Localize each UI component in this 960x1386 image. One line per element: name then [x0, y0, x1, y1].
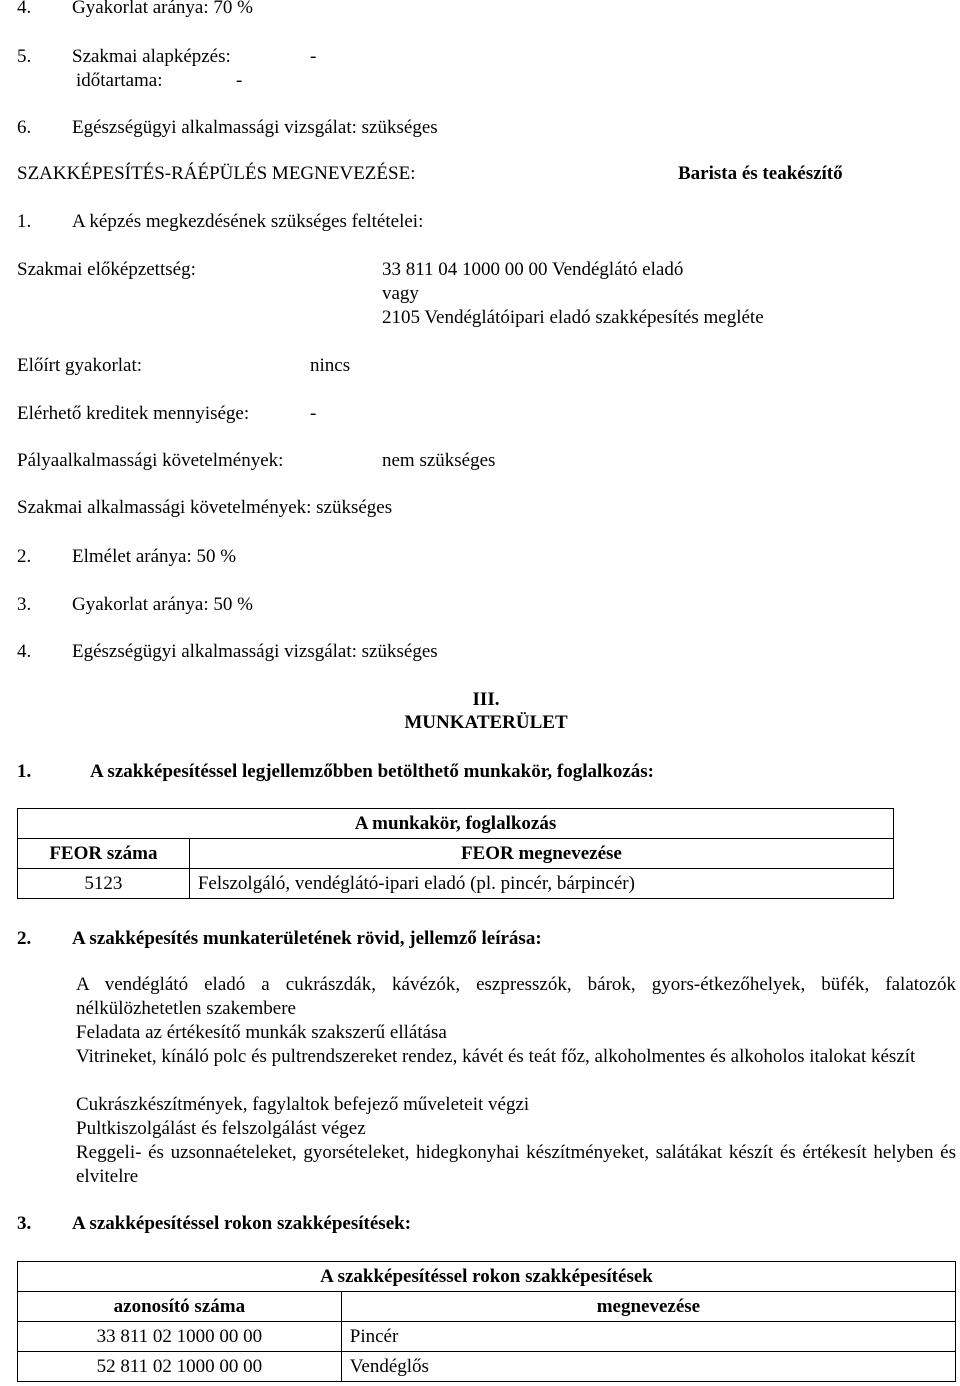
table-row: [18, 1322, 956, 1352]
prior-value: vagy: [382, 283, 419, 304]
description-heading: A szakképesítés munkaterületének rövid, jellemző leírása:: [72, 928, 542, 949]
related-table: [17, 1261, 956, 1382]
prior-value: 2105 Vendéglátóipari eladó szakképesítés megléte: [382, 307, 764, 328]
professional-requirements: Szakmai alkalmassági követelmények: szükséges: [17, 497, 393, 518]
list-number: 2.: [17, 928, 32, 949]
table-caption: A szakképesítéssel rokon szakképesítések: [18, 1262, 956, 1292]
description-paragraph: Feladata az értékesítő munkák szakszerű ellátása: [76, 1022, 447, 1043]
list-number: 1.: [17, 761, 32, 782]
list-text: Egészségügyi alkalmassági vizsgálat: szükséges: [72, 117, 438, 138]
feor-code: 5123: [18, 869, 190, 899]
qualification-id: 52 811 02 1000 00 00: [18, 1352, 342, 1382]
list-value: -: [236, 70, 243, 91]
table-header-row: [18, 1292, 956, 1322]
list-number: 4.: [17, 0, 32, 18]
column-header: azonosító száma: [18, 1292, 342, 1322]
list-text: Elmélet aránya: 50 %: [72, 546, 237, 567]
credits-value: -: [310, 403, 317, 424]
table-caption: A munkakör, foglalkozás: [18, 809, 894, 839]
section-title-value: Barista és teakészítő: [678, 163, 843, 184]
list-text: Gyakorlat aránya: 50 %: [72, 594, 253, 615]
section-title-label: SZAKKÉPESÍTÉS-RÁÉPÜLÉS MEGNEVEZÉSE:: [17, 163, 416, 184]
qualification-name: Vendéglős: [341, 1352, 955, 1382]
description-paragraph: Pultkiszolgálást és felszolgálást végez: [76, 1118, 366, 1139]
list-number: 4.: [17, 641, 32, 662]
table-row: [18, 1352, 956, 1382]
practice-label: Előírt gyakorlat:: [17, 355, 143, 376]
list-number: 3.: [17, 1213, 32, 1234]
qualification-id: 33 811 02 1000 00 00: [18, 1322, 342, 1352]
list-number: 1.: [17, 211, 32, 232]
list-text: Gyakorlat aránya: 70 %: [72, 0, 253, 18]
table-row: [18, 869, 894, 899]
list-number: 3.: [17, 594, 32, 615]
description-paragraph: Reggeli- és uzsonnaételeket, gyorsételeket, hidegkonyhai készítményeket, salátákat készít és értékesít helyben és elvitelre: [76, 1142, 956, 1187]
table-header-row: [18, 839, 894, 869]
chapter-number: III.: [472, 689, 500, 710]
credits-label: Elérhető kreditek mennyisége:: [17, 403, 250, 424]
prior-label: Szakmai előképzettség:: [17, 259, 196, 280]
prior-value: 33 811 04 1000 00 00 Vendéglátó eladó: [382, 259, 684, 280]
chapter-title: MUNKATERÜLET: [404, 712, 568, 733]
career-label: Pályaalkalmassági követelmények:: [17, 450, 284, 471]
qualification-name: Pincér: [341, 1322, 955, 1352]
list-text: Szakmai alapképzés:: [72, 46, 231, 67]
description-paragraph: Vitrineket, kínáló polc és pultrendszereket rendez, kávét és teát főz, alkoholmentes és alkoholos italokat készít: [76, 1046, 916, 1067]
feor-name: Felszolgáló, vendéglátó-ipari eladó (pl. pincér, bárpincér): [189, 869, 893, 899]
column-header: megnevezése: [341, 1292, 955, 1322]
career-value: nem szükséges: [382, 450, 496, 471]
description-paragraph: A vendéglátó eladó a cukrászdák, kávézók, eszpresszók, bárok, gyors-étkezőhelyek, büfék, falatozók nélkülözhetetlen szakembere: [76, 974, 956, 1019]
description-paragraph: Cukrászkészítmények, fagylaltok befejező műveleteit végzi: [76, 1094, 530, 1115]
list-text: Egészségügyi alkalmassági vizsgálat: szükséges: [72, 641, 438, 662]
list-text: időtartama:: [76, 70, 163, 91]
table-caption-row: [18, 809, 894, 839]
column-header: FEOR megnevezése: [189, 839, 893, 869]
related-heading: A szakképesítéssel rokon szakképesítések:: [72, 1213, 412, 1234]
conditions-title: A képzés megkezdésének szükséges feltételei:: [72, 211, 424, 232]
list-number: 2.: [17, 546, 32, 567]
feor-table: [17, 808, 894, 899]
jobs-heading: A szakképesítéssel legjellemzőbben betölthető munkakör, foglalkozás:: [90, 761, 655, 782]
table-caption-row: [18, 1262, 956, 1292]
practice-value: nincs: [310, 355, 351, 376]
list-number: 6.: [17, 117, 32, 138]
column-header: FEOR száma: [18, 839, 190, 869]
list-value: -: [310, 46, 317, 67]
list-number: 5.: [17, 46, 32, 67]
